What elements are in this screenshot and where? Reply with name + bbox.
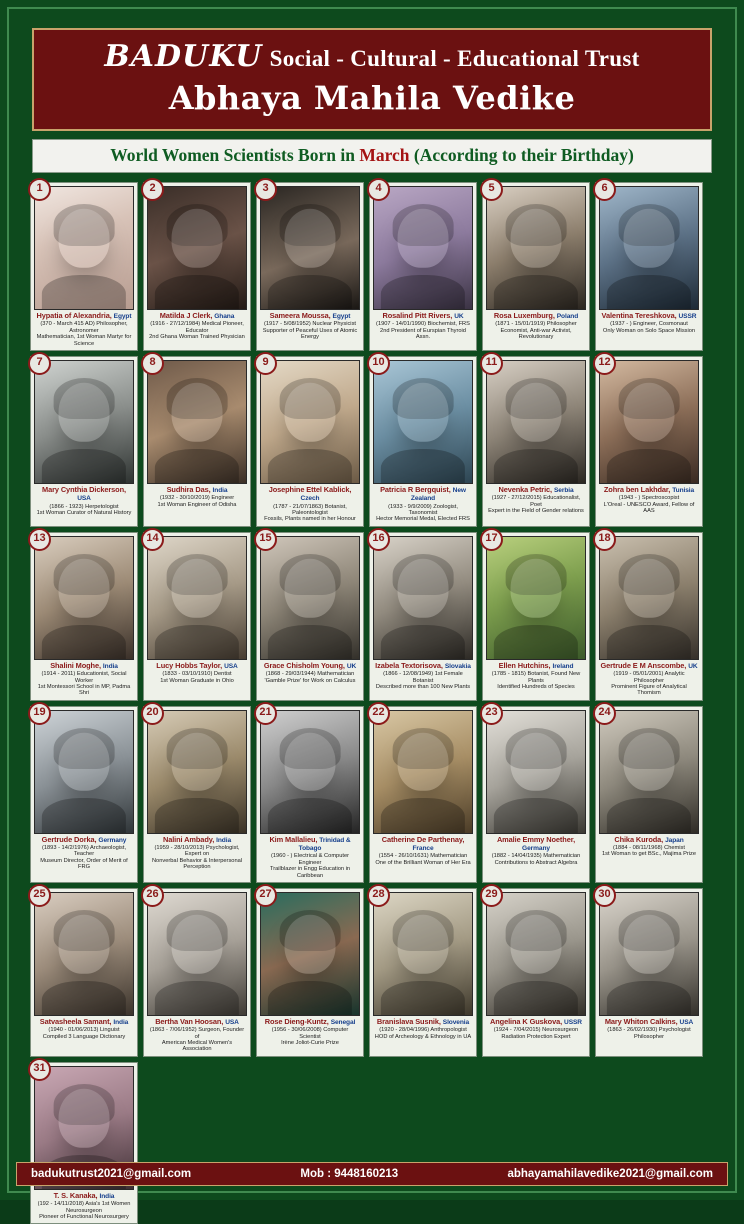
scientist-name: Nevenka Petric, Serbia — [498, 484, 574, 494]
scientist-note: 2nd President of Eurspian Thyroid Assn. — [380, 327, 466, 341]
card-number-badge: 6 — [593, 178, 616, 201]
card-caption — [34, 484, 134, 517]
portrait-photo — [260, 186, 360, 310]
scientist-card — [369, 888, 477, 1057]
scientist-name: Shalini Moghe, India — [50, 660, 118, 670]
card-number-badge: 5 — [480, 178, 503, 201]
card-caption — [486, 834, 586, 867]
scientist-note: Described more than 100 New Plants — [375, 683, 471, 690]
card-caption — [373, 1016, 473, 1041]
scientist-dates: (1893 - 14/2/1976) Archaeologist, Teacher — [41, 845, 127, 858]
scientist-name: Nalini Ambady, India — [162, 834, 232, 844]
scientist-card — [595, 356, 703, 527]
scientist-country: Trinidad & Tobago — [298, 836, 351, 852]
scientist-name: Lucy Hobbs Taylor, USA — [156, 660, 238, 670]
scientist-card — [595, 182, 703, 351]
scientist-card — [595, 706, 703, 883]
scientist-country: Ireland — [552, 662, 574, 670]
scientist-country: India — [99, 1192, 115, 1200]
portrait-photo — [599, 536, 699, 660]
scientist-card — [143, 706, 251, 883]
scientist-note: 1st Woman Engineer of Odisha — [157, 501, 237, 508]
card-number-badge: 20 — [141, 702, 164, 725]
card-caption — [147, 484, 247, 509]
portrait-photo — [486, 186, 586, 310]
scientist-note: Supporter of Peaceful Uses of Atomic Energy — [262, 327, 358, 341]
card-caption — [147, 834, 247, 872]
scientist-card — [30, 356, 138, 527]
portrait-photo — [260, 536, 360, 660]
scientist-card — [482, 182, 590, 351]
scientist-country: UK — [688, 662, 698, 670]
scientist-card — [256, 356, 364, 527]
scientist-country: Japan — [665, 836, 684, 844]
scientist-card — [369, 356, 477, 527]
scientist-country: India — [216, 836, 232, 844]
card-number-badge: 10 — [367, 352, 390, 375]
card-number-badge: 3 — [254, 178, 277, 201]
portrait-photo — [373, 186, 473, 310]
scientist-note: Expert in the Field of Gender relations — [488, 508, 584, 514]
scientist-name: Gertrude Dorka, Germany — [41, 834, 127, 844]
scientist-name: Gertrude E M Anscombe, UK — [600, 660, 698, 670]
scientist-note: Trailblazer in Engg Education in Caribbean — [269, 866, 351, 879]
brand-tagline: Social - Cultural - Educational Trust — [269, 46, 640, 71]
card-caption — [486, 484, 586, 516]
scientist-name: Chika Kuroda, Japan — [614, 834, 684, 844]
poster-subtitle — [32, 139, 712, 173]
card-number-badge: 31 — [28, 1058, 51, 1081]
card-number-badge: 16 — [367, 528, 390, 551]
portrait-photo — [147, 360, 247, 484]
scientist-name: Rose Dieng-Kuntz, Senegal — [264, 1016, 356, 1026]
scientist-note: Hector Memorial Medal, Elected FRS — [376, 516, 470, 523]
scientist-dates: (1943 - ) Spectroscopist — [618, 495, 680, 502]
scientist-dates: (192 - 14/11/2018) Asia's 1st Women Neurosurgeon — [37, 1201, 131, 1214]
card-caption — [486, 1016, 586, 1041]
card-number-badge: 25 — [28, 884, 51, 907]
subtitle-prefix: World Women Scientists Born in — [110, 145, 360, 165]
scientist-dates: (1919 - 05/01/2001) Analytic Philosopher — [613, 671, 685, 684]
card-number-badge: 17 — [480, 528, 503, 551]
scientist-dates: (1932 - 30/10/2019) Engineer — [159, 495, 235, 502]
scientist-name: Izabela Textorisova, Slovakia — [375, 660, 471, 670]
scientist-dates: (1907 - 14/01/1990) Biochemist, FRS — [376, 321, 470, 328]
scientist-card — [256, 706, 364, 883]
scientist-country: Tunisia — [672, 486, 695, 494]
scientist-name: Catherine De Parthenay, France — [381, 834, 465, 852]
scientist-name: Ellen Hutchins, Ireland — [498, 660, 574, 670]
scientist-dates: (1956 - 30/06/2008) Computer Scientist — [271, 1027, 349, 1040]
poster-footer — [16, 1162, 728, 1186]
card-number-badge: 1 — [28, 178, 51, 201]
scientist-dates: (1959 - 28/10/2013) Psychologist, Expert on — [154, 845, 240, 858]
portrait-photo — [34, 892, 134, 1016]
scientist-name: Sudhira Das, India — [166, 484, 228, 494]
scientist-dates: (1787 - 21/07/1863) Botanist, Paleontologist — [273, 503, 347, 516]
scientist-country: UK — [454, 313, 464, 320]
scientist-note: 1st Woman to get BSc., Majima Prize — [601, 851, 697, 858]
scientist-note: Philosopher — [633, 1033, 665, 1040]
scientist-dates: (1882 - 14/04/1935) Mathematician — [491, 853, 581, 860]
scientist-name: Sameera Moussa, Egypt — [269, 311, 351, 320]
card-caption — [34, 1190, 134, 1222]
footer-email-right[interactable]: abhayamahilavedike2021@gmail.com — [507, 1168, 713, 1180]
scientist-name: Satvasheela Samant, India — [39, 1016, 129, 1026]
scientist-card — [369, 182, 477, 351]
scientist-country: USA — [225, 1018, 239, 1026]
scientist-note: 1st Woman Graduate in Ohio — [160, 677, 234, 684]
scientist-card — [482, 356, 590, 527]
portrait-photo — [147, 186, 247, 310]
scientist-card — [30, 888, 138, 1057]
scientist-country: USA — [77, 495, 91, 503]
scientist-card — [143, 888, 251, 1057]
portrait-photo — [34, 360, 134, 484]
scientist-card — [482, 532, 590, 701]
scientist-card — [482, 888, 590, 1057]
scientist-card — [30, 706, 138, 883]
scientist-note: Only Woman on Solo Space Mission — [602, 327, 696, 334]
card-number-badge: 19 — [28, 702, 51, 725]
card-caption — [599, 310, 699, 335]
portrait-photo — [373, 536, 473, 660]
portrait-photo — [486, 360, 586, 484]
scientist-name: Valentina Tereshkova, USSR — [601, 311, 697, 320]
scientist-country: India — [102, 662, 118, 670]
scientist-card — [482, 706, 590, 883]
scientist-dates: (1914 - 2011) Educationist, Social Worker — [41, 671, 127, 684]
scientist-dates: (1917 - 5/08/1952) Nuclear Physicist — [264, 321, 356, 328]
card-number-badge: 23 — [480, 702, 503, 725]
scientist-note: Compiled 3 Language Dictionary — [42, 1033, 126, 1040]
scientists-grid — [30, 182, 714, 1224]
scientist-dates: (1916 - 27/12/1984) Medical Pioneer, Educator — [150, 321, 244, 334]
subtitle-suffix: (According to their Birthday) — [409, 145, 634, 165]
header-brand-line — [40, 40, 704, 73]
card-number-badge: 4 — [367, 178, 390, 201]
scientist-country: Slovenia — [442, 1018, 470, 1026]
card-caption — [34, 834, 134, 872]
scientist-country: France — [412, 844, 434, 852]
scientist-country: Egypt — [113, 313, 132, 320]
scientist-dates: (1833 - 03/10/1910) Dentist — [162, 671, 232, 678]
scientist-name: Matilda J Clerk, Ghana — [159, 311, 235, 320]
scientist-card — [143, 356, 251, 527]
card-caption — [34, 1016, 134, 1041]
scientist-dates: (1868 - 29/03/1944) Mathematician — [265, 671, 355, 678]
scientist-note: Identified Hundreds of Species — [497, 683, 575, 690]
scientist-dates: (1920 - 28/04/1996) Anthropologist — [379, 1027, 467, 1034]
scientist-country: Germany — [522, 844, 550, 852]
scientist-note: Mathematician, 1st Woman Martyr for Science — [36, 334, 132, 347]
subtitle-month: March — [359, 145, 410, 165]
portrait-photo — [486, 892, 586, 1016]
portrait-photo — [373, 710, 473, 834]
scientist-country: Egypt — [332, 313, 351, 320]
card-number-badge: 30 — [593, 884, 616, 907]
portrait-photo — [599, 710, 699, 834]
scientist-country: New Zealand — [410, 486, 466, 503]
scientist-note: Contributions to Abstract Algebra — [494, 859, 578, 866]
scientist-card — [595, 888, 703, 1057]
scientist-card — [369, 532, 477, 701]
brand-name: BADUKU — [104, 39, 263, 74]
card-number-badge: 12 — [593, 352, 616, 375]
portrait-photo — [599, 186, 699, 310]
card-number-badge: 15 — [254, 528, 277, 551]
scientist-card — [143, 182, 251, 351]
card-number-badge: 8 — [141, 352, 164, 375]
scientist-name: Zohra ben Lakhdar, Tunisia — [603, 484, 695, 494]
scientist-dates: (1924 - 7/04/2015) Neurosurgeon — [493, 1027, 579, 1034]
portrait-photo — [147, 536, 247, 660]
portrait-photo — [34, 710, 134, 834]
scientist-country: Senegal — [330, 1018, 356, 1026]
scientist-card — [143, 532, 251, 701]
portrait-photo — [34, 536, 134, 660]
card-number-badge: 9 — [254, 352, 277, 375]
card-number-badge: 22 — [367, 702, 390, 725]
scientist-name: Josephine Ettel Kablick, Czech — [268, 484, 352, 503]
scientist-country: Germany — [98, 836, 127, 844]
portrait-photo — [486, 536, 586, 660]
card-caption — [147, 310, 247, 342]
scientist-name: Bertha Van Hoosan, USA — [155, 1016, 239, 1026]
card-number-badge: 29 — [480, 884, 503, 907]
card-number-badge: 28 — [367, 884, 390, 907]
card-caption — [260, 660, 360, 685]
card-caption — [373, 310, 473, 342]
scientist-note: 'Gamble Prize' for Work on Calculus — [264, 677, 356, 684]
card-caption — [599, 660, 699, 698]
scientist-country: Poland — [556, 313, 579, 320]
scientist-dates: (1960 - ) Electrical & Computer Engineer — [270, 853, 350, 866]
card-caption — [260, 310, 360, 342]
scientist-note: Fossils, Plants named in her Honour — [264, 516, 356, 523]
scientist-name: Grace Chisholm Young, UK — [263, 660, 357, 670]
scientist-name: Amalie Emmy Noether, Germany — [496, 834, 576, 852]
scientist-dates: (1871 - 15/01/1919) Philosopher — [495, 321, 577, 328]
card-number-badge: 26 — [141, 884, 164, 907]
card-caption — [486, 310, 586, 342]
portrait-photo — [599, 892, 699, 1016]
scientist-name: Hypatia of Alexandria, Egypt — [36, 311, 132, 320]
scientist-note: Pioneer of Functional Neurosurgery — [39, 1213, 129, 1220]
poster-header — [32, 28, 712, 131]
scientist-dates: (370 - March 415 AD) Philosopher, Astronomer — [40, 321, 128, 334]
card-caption — [373, 834, 473, 867]
scientist-note: Museum Director, Order of Merit of FRG — [40, 857, 128, 871]
card-caption — [599, 1016, 699, 1041]
scientist-card — [369, 706, 477, 883]
scientist-country: Ghana — [214, 313, 235, 320]
scientist-name: Patricia R Bergquist, New Zealand — [380, 484, 466, 503]
card-caption — [599, 484, 699, 516]
portrait-photo — [599, 360, 699, 484]
scientist-note: Radiation Protection Expert — [501, 1033, 571, 1040]
card-number-badge: 27 — [254, 884, 277, 907]
footer-email-left[interactable]: badukutrust2021@gmail.com — [31, 1168, 192, 1180]
scientist-country: Czech — [300, 495, 320, 503]
scientist-card — [256, 182, 364, 351]
card-caption — [373, 660, 473, 692]
scientist-country: USA — [224, 662, 238, 670]
card-caption — [373, 484, 473, 524]
scientist-dates: (1884 - 08/11/1968) Chemist — [613, 845, 685, 851]
scientist-card — [595, 532, 703, 701]
scientist-dates: (1933 - 9/9/2009) Zoologist, Taxonomist — [388, 503, 458, 516]
portrait-photo — [373, 360, 473, 484]
scientist-note: 2nd Ghana Woman Trained Physician — [149, 334, 245, 341]
scientist-dates: (1937 - ) Engineer, Cosmonaut — [610, 321, 688, 328]
scientist-dates: (1866 - 1923) Herpetologist — [49, 503, 119, 510]
scientist-dates: (1866 - 12/08/1949) 1st Female Botanist — [383, 671, 463, 684]
scientist-dates: (1863 - 26/02/1930) Psychologist — [607, 1027, 691, 1034]
scientist-note: 1st Montessori School in MP, Padma Shri — [37, 683, 131, 697]
scientist-country: Serbia — [553, 486, 574, 494]
card-caption — [260, 834, 360, 880]
scientist-note: L'Oreal - UNESCO Award, Fellow of AAS — [603, 501, 695, 514]
card-caption — [260, 484, 360, 524]
scientist-dates: (1785 - 1815) Botanist, Found New Plants — [491, 671, 581, 684]
scientist-dates: (1927 - 27/12/2015) Educationalist, Poet — [491, 495, 581, 508]
portrait-photo — [34, 186, 134, 310]
card-number-badge: 11 — [480, 352, 503, 375]
portrait-photo — [260, 710, 360, 834]
scientist-name: Rosa Luxemburg, Poland — [493, 311, 579, 320]
scientist-country: USSR — [678, 313, 697, 320]
scientist-card — [30, 532, 138, 701]
scientist-country: India — [113, 1018, 129, 1026]
portrait-photo — [147, 710, 247, 834]
poster-title: Abhaya Mahila Vedike — [168, 79, 576, 117]
card-number-badge: 14 — [141, 528, 164, 551]
card-caption — [260, 1016, 360, 1048]
scientist-name: Mary Whiton Calkins, USA — [604, 1016, 694, 1026]
portrait-photo — [260, 360, 360, 484]
scientist-card — [256, 532, 364, 701]
scientist-name: Branislava Susnik, Slovenia — [376, 1016, 470, 1026]
card-caption — [599, 834, 699, 859]
card-number-badge: 24 — [593, 702, 616, 725]
footer-mobile: Mob : 9448160213 — [300, 1168, 399, 1180]
scientist-note: 1st Woman Curator of Natural History — [36, 509, 132, 516]
portrait-photo — [486, 710, 586, 834]
scientist-note: One of the Brilliant Woman of Her Era — [375, 859, 471, 866]
scientist-dates: (1863 - 7/06/1952) Surgeon, Founder of — [149, 1027, 245, 1040]
scientist-note: Economist, Anti-war Activist, Revolutionary — [500, 327, 572, 341]
scientist-note: American Medical Women's Association — [161, 1040, 233, 1053]
card-caption — [34, 310, 134, 348]
portrait-photo — [260, 892, 360, 1016]
scientist-country: USA — [679, 1018, 694, 1026]
scientist-country: USSR — [564, 1018, 582, 1026]
scientist-country: UK — [346, 662, 357, 670]
card-number-badge: 2 — [141, 178, 164, 201]
scientist-card — [256, 888, 364, 1057]
scientist-country: India — [212, 486, 228, 494]
scientist-note: Irène Joliot-Curie Prize — [281, 1040, 339, 1046]
card-caption — [486, 660, 586, 692]
scientist-name: T. S. Kanaka, India — [53, 1190, 115, 1200]
scientist-note: Nonverbal Behavior & Interpersonal Perception — [151, 857, 243, 871]
card-caption — [147, 660, 247, 685]
scientist-card — [30, 182, 138, 351]
card-number-badge: 13 — [28, 528, 51, 551]
card-number-badge: 7 — [28, 352, 51, 375]
card-number-badge: 21 — [254, 702, 277, 725]
scientist-dates: (1940 - 01/06/2013) Linguist — [48, 1027, 120, 1034]
scientist-name: Rosalind Pitt Rivers, UK — [382, 311, 464, 320]
scientist-dates: (1554 - 26/10/1631) Mathematician — [378, 853, 468, 860]
portrait-photo — [147, 892, 247, 1016]
portrait-photo — [373, 892, 473, 1016]
scientist-country: Slovakia — [444, 662, 471, 670]
scientist-note: HOD of Archeology & Ethnology in UA — [374, 1033, 472, 1040]
card-caption — [147, 1016, 247, 1054]
scientist-name: Angelina K Guskova, USSR — [490, 1016, 582, 1026]
scientist-note: Prominent Figure of Analytical Thomism — [611, 683, 687, 697]
scientist-name: Kim Mallalieu, Trinidad & Tobago — [269, 834, 351, 852]
card-caption — [34, 660, 134, 698]
card-number-badge: 18 — [593, 528, 616, 551]
scientist-name: Mary Cynthia Dickerson, USA — [42, 484, 126, 503]
